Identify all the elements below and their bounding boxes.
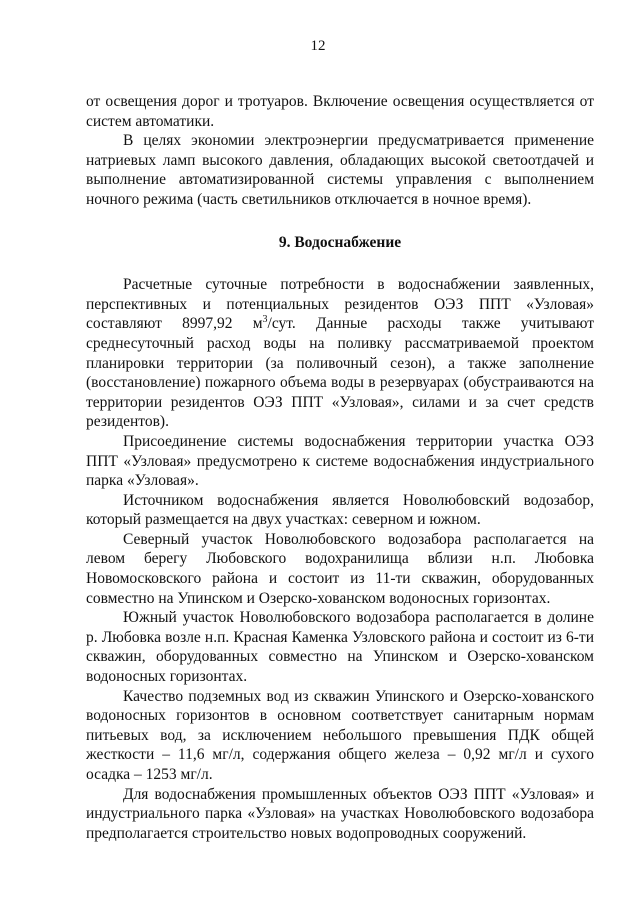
paragraph-source: Источником водоснабжения является Новолюбовский водозабор, который размещается на двух участках: северном и южном. xyxy=(86,491,594,529)
paragraph-south-site: Южный участок Новолюбовского водозабора располагается в долине р. Любовка возле н.п. Красная Каменка Узловского района и состоит из 6-ти скважин, оборудованных совместно на Упинском и Озерско-хованском водоносных горизонтах. xyxy=(86,609,594,686)
unit-superscript: 3 xyxy=(262,314,268,326)
paragraph-north-site: Северный участок Новолюбовского водозабора располагается на левом берегу Любовского водохранилища вблизи н.п. Любовка Новомосковского района и состоит из 11-ти скважин, оборудованных совместно на Упинском и Озерско-хованском водоносных горизонтах. xyxy=(86,530,594,607)
paragraph-construction: Для водоснабжения промышленных объектов ОЭЗ ППТ «Узловая» и индустриального парка «Узловая» на участках Новолюбовского водозабора предполагается строительство новых водопроводных сооружений. xyxy=(86,785,594,842)
paragraph-continuation: от освещения дорог и тротуаров. Включение освещения осуществляется от систем автоматики. xyxy=(86,93,594,130)
demand-text-end: /сут. Данные расходы также учитывают среднесуточный расход воды на поливку рассматриваемой проектом планировки территории (за поливочный сезон), а также заполнение (восстановление) пожарного объема воды в резервуарах (обустраиваются на территории резидентов ОЭЗ ППТ «Узловая», силами и за счет средств резидентов). xyxy=(86,315,594,431)
page-number: 12 xyxy=(310,38,326,54)
demand-text-start: Расчетные суточные потребности в водоснабжении заявленных, перспективных и потенциальных резидентов ОЭЗ ППТ «Узловая» составляют 8997,92 м xyxy=(86,276,594,333)
body-text xyxy=(86,92,594,843)
paragraph-energy-saving: В целях экономии электроэнергии предусматривается применение натриевых ламп высокого давления, обладающих высокой светоотдачей и выполнение автоматизированной системы управления с выполнением ночного режима (часть светильников отключается в ночное время). xyxy=(86,132,594,208)
section-heading: 9. Водоснабжение xyxy=(278,233,402,251)
paragraph-water-demand xyxy=(86,275,594,432)
paragraph-connection: Присоединение системы водоснабжения территории участка ОЭЗ ППТ «Узловая» предусмотрено к системе водоснабжения индустриального парка «Узловая». xyxy=(86,432,594,490)
paragraph-water-quality: Качество подземных вод из скважин Упинского и Озерско-хованского водоносных горизонтов в основном соответствует санитарным нормам питьевых вод, за исключением небольшого превышения ПДК общей жесткости – 11,6 мг/л, содержания общего железа – 0,92 мг/л и сухого осадка – 1253 мг/л. xyxy=(86,687,594,783)
